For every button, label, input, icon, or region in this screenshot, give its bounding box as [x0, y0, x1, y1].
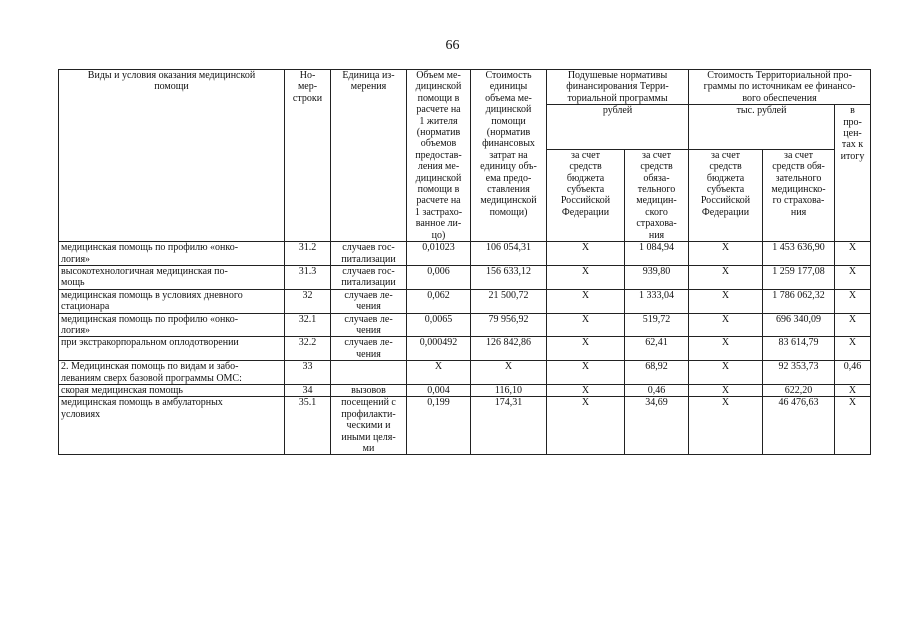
row-unit-cost: 156 633,12 [471, 265, 547, 289]
row-budget-cost: X [689, 337, 763, 361]
row-unit-cost: 106 054,31 [471, 242, 547, 266]
row-unit-cost: 79 956,92 [471, 313, 547, 337]
row-volume: 0,199 [407, 397, 471, 455]
header-budget-1: за счет средств бюджета субъекта Российской Федерации [547, 149, 625, 241]
row-budget-norm: X [547, 337, 625, 361]
row-budget-cost: X [689, 265, 763, 289]
row-volume: 0,0065 [407, 313, 471, 337]
table-row [59, 265, 871, 289]
row-unit [331, 361, 407, 385]
row-oms-norm: 1 084,94 [625, 242, 689, 266]
row-percent: X [835, 337, 871, 361]
header-unit: Единица из- мерения [331, 70, 407, 242]
row-budget-norm: X [547, 242, 625, 266]
row-oms-norm: 68,92 [625, 361, 689, 385]
row-percent: X [835, 289, 871, 313]
row-unit-cost: X [471, 361, 547, 385]
row-unit: случаев гос- питализации [331, 265, 407, 289]
row-volume: 0,000492 [407, 337, 471, 361]
table-row [59, 337, 871, 361]
header-row-1 [59, 70, 871, 105]
row-unit: случаев гос- питализации [331, 242, 407, 266]
row-oms-cost: 1 453 636,90 [763, 242, 835, 266]
row-volume: 0,004 [407, 384, 471, 396]
header-budget-2: за счет средств бюджета субъекта Российской Федерации [689, 149, 763, 241]
header-oms-2: за счет средств обя- зательного медицинско- го страхова- ния [763, 149, 835, 241]
row-oms-cost: 1 259 177,08 [763, 265, 835, 289]
table-row [59, 361, 871, 385]
financing-table [58, 69, 871, 455]
page-number: 66 [445, 38, 460, 53]
row-unit-cost: 126 842,86 [471, 337, 547, 361]
row-volume: 0,01023 [407, 242, 471, 266]
row-oms-norm: 62,41 [625, 337, 689, 361]
row-percent: X [835, 242, 871, 266]
row-name: скорая медицинская помощь [59, 384, 285, 396]
row-name: 2. Медицинская помощь по видам и забо- леваниям сверх базовой программы ОМС: [59, 361, 285, 385]
row-name: медицинская помощь по профилю «онко- логия» [59, 313, 285, 337]
row-number: 33 [285, 361, 331, 385]
row-oms-norm: 939,80 [625, 265, 689, 289]
row-budget-cost: X [689, 242, 763, 266]
row-budget-cost: X [689, 313, 763, 337]
row-oms-cost: 622,20 [763, 384, 835, 396]
row-unit: случаев ле- чения [331, 337, 407, 361]
table-body [59, 242, 871, 455]
row-percent: X [835, 265, 871, 289]
row-unit: посещений с профилакти- ческими и иными целя- ми [331, 397, 407, 455]
row-budget-cost: X [689, 361, 763, 385]
row-number: 32 [285, 289, 331, 313]
row-budget-norm: X [547, 397, 625, 455]
table-row [59, 242, 871, 266]
row-name: высокотехнологичная медицинская по- мощь [59, 265, 285, 289]
row-oms-cost: 1 786 062,32 [763, 289, 835, 313]
table-row [59, 384, 871, 396]
row-budget-norm: X [547, 384, 625, 396]
row-percent: X [835, 313, 871, 337]
row-oms-cost: 696 340,09 [763, 313, 835, 337]
row-oms-cost: 92 353,73 [763, 361, 835, 385]
header-row-number: Но- мер- строки [285, 70, 331, 242]
header-program-cost: Стоимость Территориальной про- граммы по источникам ее финансо- вого обеспечения [689, 70, 871, 105]
row-unit-cost: 174,31 [471, 397, 547, 455]
row-budget-norm: X [547, 265, 625, 289]
row-name: при экстракорпоральном оплодотворении [59, 337, 285, 361]
header-kind: Виды и условия оказания медицинской помощи [59, 70, 285, 242]
header-oms-1: за счет средств обяза- тельного медицин- ского страхова- ния [625, 149, 689, 241]
row-name: медицинская помощь в амбулаторных условиях [59, 397, 285, 455]
row-oms-norm: 519,72 [625, 313, 689, 337]
row-number: 32.2 [285, 337, 331, 361]
header-per-capita-norms: Подушевые нормативы финансирования Терри- ториальной программы [547, 70, 689, 105]
row-unit: случаев ле- чения [331, 313, 407, 337]
row-budget-norm: X [547, 361, 625, 385]
row-oms-cost: 83 614,79 [763, 337, 835, 361]
row-number: 31.2 [285, 242, 331, 266]
row-percent: X [835, 384, 871, 396]
row-unit: случаев ле- чения [331, 289, 407, 313]
row-number: 35.1 [285, 397, 331, 455]
row-volume: 0,062 [407, 289, 471, 313]
row-budget-norm: X [547, 313, 625, 337]
header-rubles: рублей [547, 105, 689, 150]
table-row [59, 289, 871, 313]
row-number: 34 [285, 384, 331, 396]
header-volume: Объем ме- дицинской помощи в расчете на 1 жителя (норматив объемов предостав- ления ме- дицинской помощи в расчете на 1 застрахо- ванное ли- цо) [407, 70, 471, 242]
table-row [59, 397, 871, 455]
row-unit-cost: 21 500,72 [471, 289, 547, 313]
row-oms-norm: 34,69 [625, 397, 689, 455]
header-thousand-rubles: тыс. рублей [689, 105, 835, 150]
header-unit-cost: Стоимость единицы объема ме- дицинской помощи (норматив финансовых затрат на единицу объ- ема предо- ставления медицинской помощи) [471, 70, 547, 242]
row-budget-cost: X [689, 397, 763, 455]
row-oms-norm: 1 333,04 [625, 289, 689, 313]
row-volume: X [407, 361, 471, 385]
row-oms-norm: 0,46 [625, 384, 689, 396]
row-percent: X [835, 397, 871, 455]
row-unit-cost: 116,10 [471, 384, 547, 396]
table-row [59, 313, 871, 337]
row-name: медицинская помощь по профилю «онко- логия» [59, 242, 285, 266]
row-unit: вызовов [331, 384, 407, 396]
row-name: медицинская помощь в условиях дневного стационара [59, 289, 285, 313]
row-budget-cost: X [689, 289, 763, 313]
header-percent: в про- цен- тах к итогу [835, 105, 871, 242]
row-budget-norm: X [547, 289, 625, 313]
row-number: 31.3 [285, 265, 331, 289]
row-percent: 0,46 [835, 361, 871, 385]
row-volume: 0,006 [407, 265, 471, 289]
row-number: 32.1 [285, 313, 331, 337]
row-oms-cost: 46 476,63 [763, 397, 835, 455]
row-budget-cost: X [689, 384, 763, 396]
